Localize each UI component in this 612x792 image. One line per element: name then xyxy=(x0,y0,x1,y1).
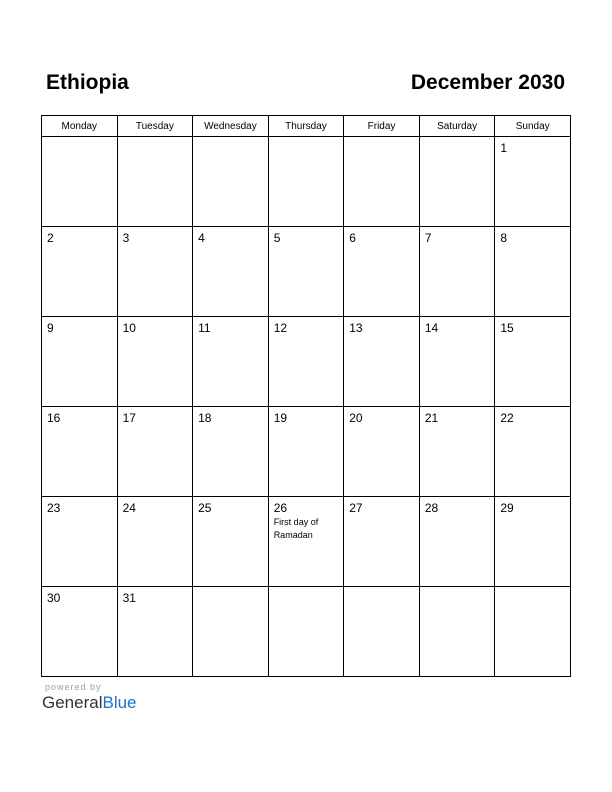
day-number xyxy=(42,137,117,141)
logo-general-text: General xyxy=(42,693,103,712)
day-number: 2 xyxy=(47,231,54,245)
day-cell xyxy=(268,407,344,497)
day-cell xyxy=(42,317,118,407)
day-number: 26 xyxy=(273,501,288,515)
weekday-header: Thursday xyxy=(268,116,344,137)
day-number: 29 xyxy=(500,501,514,515)
day-cell xyxy=(495,137,571,227)
day-cell xyxy=(344,587,420,677)
day-cell xyxy=(42,227,118,317)
day-number: 28 xyxy=(424,501,439,515)
weekday-header: Saturday xyxy=(419,116,495,137)
calendar-grid xyxy=(41,115,571,677)
day-number: 21 xyxy=(424,411,439,425)
day-number xyxy=(344,137,419,141)
week-row xyxy=(42,227,571,317)
day-number xyxy=(118,137,193,141)
day-cell xyxy=(268,227,344,317)
day-number: 19 xyxy=(273,411,288,425)
day-cell xyxy=(42,407,118,497)
day-number: 24 xyxy=(122,501,136,515)
day-number: 17 xyxy=(122,411,136,425)
day-number: 18 xyxy=(198,411,212,425)
holiday-event: First day of Ramadan xyxy=(273,517,319,540)
day-cell xyxy=(495,497,571,587)
day-number xyxy=(344,587,419,591)
day-cell xyxy=(268,137,344,227)
weekday-header: Tuesday xyxy=(117,116,193,137)
weekday-header: Friday xyxy=(344,116,420,137)
day-cell xyxy=(193,227,269,317)
week-row xyxy=(42,497,571,587)
logo-blue-text: Blue xyxy=(102,693,137,712)
day-cell xyxy=(193,587,269,677)
day-number xyxy=(269,587,344,591)
brand-footer xyxy=(42,682,137,713)
day-number: 7 xyxy=(424,231,432,245)
day-number: 23 xyxy=(47,501,61,515)
day-number: 9 xyxy=(47,321,54,335)
day-number: 11 xyxy=(198,321,211,335)
day-cell xyxy=(193,317,269,407)
day-number: 20 xyxy=(349,411,363,425)
day-cell xyxy=(419,587,495,677)
day-cell xyxy=(117,137,193,227)
day-cell xyxy=(495,227,571,317)
day-number xyxy=(269,137,344,141)
day-cell xyxy=(495,317,571,407)
day-cell xyxy=(495,587,571,677)
day-number: 6 xyxy=(349,231,356,245)
day-number: 12 xyxy=(273,321,288,335)
weekday-header: Monday xyxy=(42,116,118,137)
day-number: 5 xyxy=(273,231,281,245)
day-cell xyxy=(344,317,420,407)
day-number: 30 xyxy=(47,591,61,605)
day-cell xyxy=(193,497,269,587)
day-cell xyxy=(268,587,344,677)
powered-by-text: powered by xyxy=(45,682,102,692)
day-number: 8 xyxy=(500,231,508,245)
day-number xyxy=(420,587,495,591)
day-number: 14 xyxy=(424,321,439,335)
day-cell xyxy=(193,137,269,227)
day-number xyxy=(193,137,268,141)
day-cell xyxy=(344,497,420,587)
weekday-header: Wednesday xyxy=(193,116,269,137)
day-cell xyxy=(117,587,193,677)
day-cell xyxy=(42,137,118,227)
day-number: 22 xyxy=(500,411,514,425)
day-number: 31 xyxy=(122,591,136,605)
day-cell xyxy=(419,137,495,227)
day-cell xyxy=(117,497,193,587)
day-cell xyxy=(419,407,495,497)
day-cell xyxy=(42,497,118,587)
day-cell xyxy=(419,317,495,407)
day-cell xyxy=(344,407,420,497)
day-number: 3 xyxy=(122,231,130,245)
day-number: 27 xyxy=(349,501,363,515)
weekday-header-row xyxy=(42,116,571,137)
week-row xyxy=(42,137,571,227)
week-row xyxy=(42,407,571,497)
day-number: 4 xyxy=(198,231,205,245)
day-number: 13 xyxy=(349,321,363,335)
week-row xyxy=(42,317,571,407)
day-cell xyxy=(117,317,193,407)
day-number: 16 xyxy=(47,411,61,425)
day-number: 10 xyxy=(122,321,136,335)
day-number: 25 xyxy=(198,501,212,515)
country-title: Ethiopia xyxy=(46,71,129,94)
day-cell xyxy=(268,317,344,407)
weekday-header: Sunday xyxy=(495,116,571,137)
day-cell xyxy=(344,227,420,317)
day-number xyxy=(193,587,268,591)
month-title: December 2030 xyxy=(410,71,565,94)
day-cell xyxy=(268,497,344,587)
day-cell xyxy=(117,407,193,497)
day-cell xyxy=(193,407,269,497)
day-number xyxy=(420,137,495,141)
day-cell xyxy=(344,137,420,227)
day-number xyxy=(495,587,570,591)
day-number: 15 xyxy=(500,321,514,335)
day-cell xyxy=(419,227,495,317)
day-cell xyxy=(495,407,571,497)
day-cell xyxy=(419,497,495,587)
week-row xyxy=(42,587,571,677)
generalblue-logo xyxy=(42,693,137,713)
day-cell xyxy=(42,587,118,677)
day-cell xyxy=(117,227,193,317)
day-number: 1 xyxy=(500,141,508,155)
